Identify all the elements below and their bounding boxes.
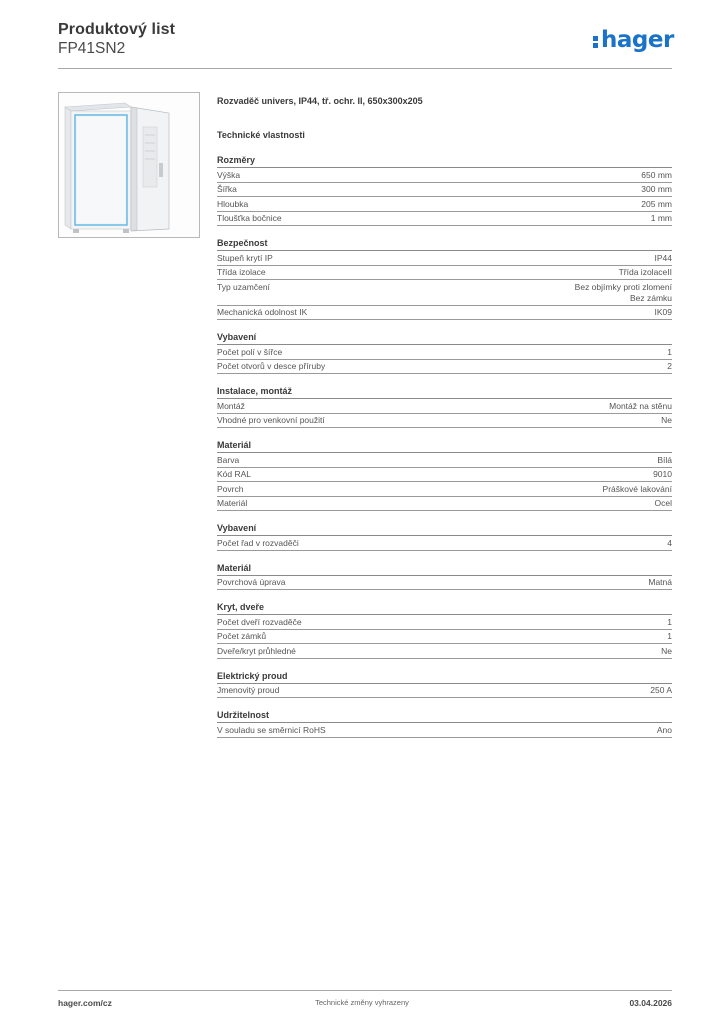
spec-value: Bez objímky proti zlomení Bez zámku xyxy=(574,281,672,303)
enclosure-open-door-image xyxy=(59,93,199,237)
spec-group xyxy=(217,561,672,601)
spec-label: Dveře/kryt průhledné xyxy=(217,645,296,656)
footer-website: hager.com/cz xyxy=(58,998,112,1008)
spec-row xyxy=(217,280,672,306)
spec-value: Montáž na stěnu xyxy=(609,400,672,411)
hager-logo xyxy=(593,27,674,53)
spec-group xyxy=(217,600,672,669)
spec-value: Ne xyxy=(661,415,672,425)
group-spacer xyxy=(217,738,672,748)
footer-divider xyxy=(58,990,672,991)
spec-row xyxy=(217,306,672,321)
spec-group-title: Materiál xyxy=(217,561,672,576)
logo-dots-icon xyxy=(593,27,600,47)
spec-row xyxy=(217,536,672,551)
spec-label: Kód RAL xyxy=(217,469,252,479)
spec-label: Hloubka xyxy=(217,198,249,209)
group-spacer xyxy=(217,551,672,561)
spec-value: 650 mm xyxy=(641,169,672,180)
group-spacer xyxy=(217,590,672,600)
spec-label: Šířka xyxy=(217,184,237,194)
group-spacer xyxy=(217,226,672,236)
product-description: Rozvaděč univers, IP44, tř. ochr. II, 650x300x205 xyxy=(217,96,423,106)
spec-row xyxy=(217,168,672,183)
spec-value: Třída izolaceII xyxy=(618,267,672,277)
spec-group-title: Udržitelnost xyxy=(217,708,672,723)
spec-label: Montáž xyxy=(217,400,245,411)
spec-group-title: Elektrický proud xyxy=(217,669,672,684)
spec-label: Počet otvorů v desce příruby xyxy=(217,361,326,371)
spec-row xyxy=(217,399,672,414)
spec-row xyxy=(217,453,672,468)
group-spacer xyxy=(217,428,672,438)
spec-group xyxy=(217,236,672,330)
spec-label: Materiál xyxy=(217,498,248,508)
spec-label: Mechanická odolnost IK xyxy=(217,307,308,317)
specs-heading: Technické vlastnosti xyxy=(217,130,305,140)
spec-row xyxy=(217,345,672,360)
group-spacer xyxy=(217,320,672,330)
header-divider xyxy=(58,68,672,69)
group-spacer xyxy=(217,698,672,708)
footer-date: 03.04.2026 xyxy=(629,998,672,1008)
spec-group xyxy=(217,438,672,521)
spec-label: Povrchová úprava xyxy=(217,577,286,587)
spec-label: Počet řad v rozvaděči xyxy=(217,537,299,548)
product-code: FP41SN2 xyxy=(58,40,126,57)
spec-group-title: Kryt, dveře xyxy=(217,600,672,615)
spec-row xyxy=(217,644,672,659)
group-spacer xyxy=(217,374,672,384)
group-spacer xyxy=(217,511,672,521)
spec-row xyxy=(217,615,672,630)
spec-label: Typ uzamčení xyxy=(217,281,270,292)
spec-group-title: Vybavení xyxy=(217,330,672,345)
spec-value: Ocel xyxy=(654,498,672,508)
spec-label: Barva xyxy=(217,454,240,465)
spec-label: Vhodné pro venkovní použití xyxy=(217,415,325,425)
spec-label: Výška xyxy=(217,169,241,180)
spec-value: Práškové lakování xyxy=(602,483,672,494)
group-spacer xyxy=(217,659,672,669)
spec-row xyxy=(217,251,672,266)
spec-group-title: Vybavení xyxy=(217,521,672,536)
spec-value: 1 xyxy=(667,631,672,641)
spec-row xyxy=(217,482,672,497)
spec-value: 9010 xyxy=(653,469,672,479)
spec-group xyxy=(217,708,672,748)
spec-row xyxy=(217,266,672,281)
spec-value: 4 xyxy=(667,537,672,548)
spec-row xyxy=(217,630,672,645)
spec-row xyxy=(217,576,672,591)
spec-row xyxy=(217,197,672,212)
spec-label: Tloušťka bočnice xyxy=(217,213,282,223)
spec-label: Jmenovitý proud xyxy=(217,685,280,695)
spec-label: Stupeň krytí IP xyxy=(217,252,273,263)
spec-group xyxy=(217,153,672,236)
spec-value: 1 xyxy=(667,616,672,627)
spec-group-title: Materiál xyxy=(217,438,672,453)
footer-note: Technické změny vyhrazeny xyxy=(315,998,409,1007)
spec-group xyxy=(217,384,672,438)
spec-label: V souladu se směrnicí RoHS xyxy=(217,724,326,735)
spec-value: 1 mm xyxy=(650,213,672,223)
spec-value: 300 mm xyxy=(641,184,672,194)
logo-text: hager xyxy=(601,27,674,53)
spec-row xyxy=(217,183,672,198)
spec-label: Třída izolace xyxy=(217,267,266,277)
spec-label: Počet polí v šířce xyxy=(217,346,283,357)
spec-label: Počet dveří rozvaděče xyxy=(217,616,302,627)
spec-value: Matná xyxy=(648,577,672,587)
spec-value: Ne xyxy=(661,645,672,656)
spec-label: Počet zámků xyxy=(217,631,267,641)
product-image xyxy=(58,92,200,238)
spec-row xyxy=(217,414,672,429)
spec-group xyxy=(217,521,672,561)
spec-value: 205 mm xyxy=(641,198,672,209)
spec-group-title: Instalace, montáž xyxy=(217,384,672,399)
spec-row xyxy=(217,360,672,375)
spec-row xyxy=(217,723,672,738)
spec-value: IP44 xyxy=(654,252,672,263)
spec-group-title: Rozměry xyxy=(217,153,672,168)
specs-table xyxy=(217,153,672,748)
spec-group xyxy=(217,669,672,709)
spec-value: 2 xyxy=(667,361,672,371)
page-title: Produktový list xyxy=(58,21,176,38)
spec-row xyxy=(217,497,672,512)
spec-value: Bílá xyxy=(657,454,672,465)
spec-group-title: Bezpečnost xyxy=(217,236,672,251)
spec-value: IK09 xyxy=(654,307,672,317)
spec-row xyxy=(217,684,672,699)
spec-value: Ano xyxy=(656,724,672,735)
spec-value: 250 A xyxy=(650,685,672,695)
spec-group xyxy=(217,330,672,384)
spec-label: Povrch xyxy=(217,483,244,494)
spec-row xyxy=(217,212,672,227)
spec-row xyxy=(217,468,672,483)
spec-value: 1 xyxy=(667,346,672,357)
